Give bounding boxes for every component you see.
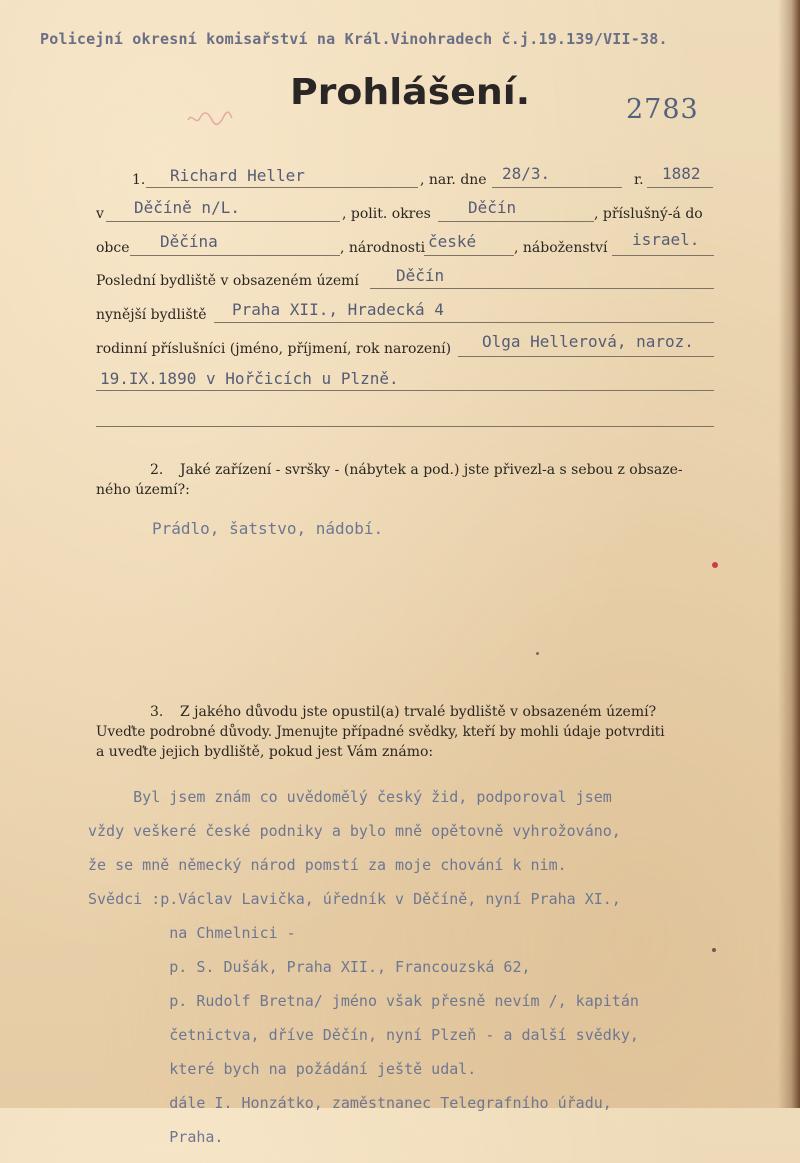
question3-answer (88, 772, 639, 1163)
last-residence-label: Poslední bydliště v obsazeném území (96, 273, 359, 289)
name-field: Richard Heller (170, 166, 305, 185)
family-field-line1: Olga Hellerová, naroz. (482, 332, 694, 351)
answer-line: Byl jsem znám co uvědomělý český žid, podporoval jsem (88, 788, 612, 806)
religion-label: , náboženství (514, 240, 608, 256)
answer-line: na Chmelnici - (88, 924, 296, 942)
district-field: Děčín (468, 198, 517, 217)
family-field-line2: 19.IX.1890 v Hořčicích u Plzně. (100, 369, 399, 388)
year-label: r. (634, 172, 644, 188)
ink-speck (712, 948, 716, 952)
religion-field: israel. (632, 230, 700, 249)
question2-number: 2. (150, 462, 164, 478)
birth-date-field: 28/3. (502, 164, 551, 183)
family-label: rodinní příslušníci (jméno, příjmení, rok narození) (96, 341, 452, 357)
question3-text-line2: Uveďte podrobné důvody. Jmenujte případné svědky, kteří by mohli údaje potvrditi (96, 724, 665, 740)
born-label: , nar. dne (420, 172, 487, 188)
district-label: , polit. okres (342, 206, 431, 222)
answer-line: p. Rudolf Bretna/ jméno však přesně nevím /, kapitán (88, 992, 639, 1010)
item1-number: 1. (132, 172, 146, 188)
office-header: Policejní okresní komisařství na Král.Vinohradech č.j.19.139/VII-38. (40, 30, 668, 48)
in-label: v (96, 206, 104, 222)
paper-edge (778, 0, 800, 1108)
nationality-field: české (428, 232, 477, 251)
red-ink-dot (712, 562, 718, 568)
answer-line: vždy veškeré české podniky a bylo mně opětovně vyhrožováno, (88, 822, 621, 840)
pink-mark-icon (186, 108, 234, 128)
answer-line: četnictva, dříve Děčín, nyní Plzeň - a další svědky, (88, 1026, 639, 1044)
question3-number: 3. (150, 704, 164, 720)
answer-line: dále I. Honzátko, zaměstnanec Telegrafního úřadu, (88, 1094, 612, 1112)
question3-text-line3: a uveďte jejich bydliště, pokud jest Vám známo: (96, 744, 434, 760)
belongs-label: , příslušný-á do (594, 206, 703, 222)
answer-line: které bych na požádání ještě udal. (88, 1060, 477, 1078)
municipality-label: obce (96, 240, 130, 256)
answer-line: p. S. Dušák, Praha XII., Francouzská 62, (88, 958, 531, 976)
question2-answer: Prádlo, šatstvo, nádobí. (152, 519, 384, 538)
question3-text-line1: Z jakého důvodu jste opustil(a) trvalé bydliště v obsazeném území? (180, 704, 657, 720)
municipality-field: Děčína (160, 232, 218, 251)
question2-text-line2: ného území?: (96, 482, 190, 498)
nationality-label: , národnosti (340, 240, 426, 256)
answer-line: Praha. (88, 1128, 224, 1146)
birthplace-field: Děčíně n/L. (134, 198, 240, 217)
answer-line: že se mně německý národ pomstí za moje chování k nim. (88, 856, 567, 874)
current-residence-label: nynější bydliště (96, 307, 207, 323)
document-title: Prohlášení. (290, 72, 531, 113)
current-residence-field: Praha XII., Hradecká 4 (232, 300, 444, 319)
last-residence-field: Děčín (396, 266, 445, 285)
question2-text-line1: Jaké zařízení - svršky - (nábytek a pod.) jste přivezl-a s sebou z obsaze- (180, 462, 683, 478)
ink-speck (536, 652, 539, 655)
birth-year-field: 1882 (662, 164, 701, 183)
document-number: 2783 (626, 94, 699, 125)
answer-line: Svědci :p.Václav Lavička, úředník v Děčíně, nyní Praha XI., (88, 890, 621, 908)
